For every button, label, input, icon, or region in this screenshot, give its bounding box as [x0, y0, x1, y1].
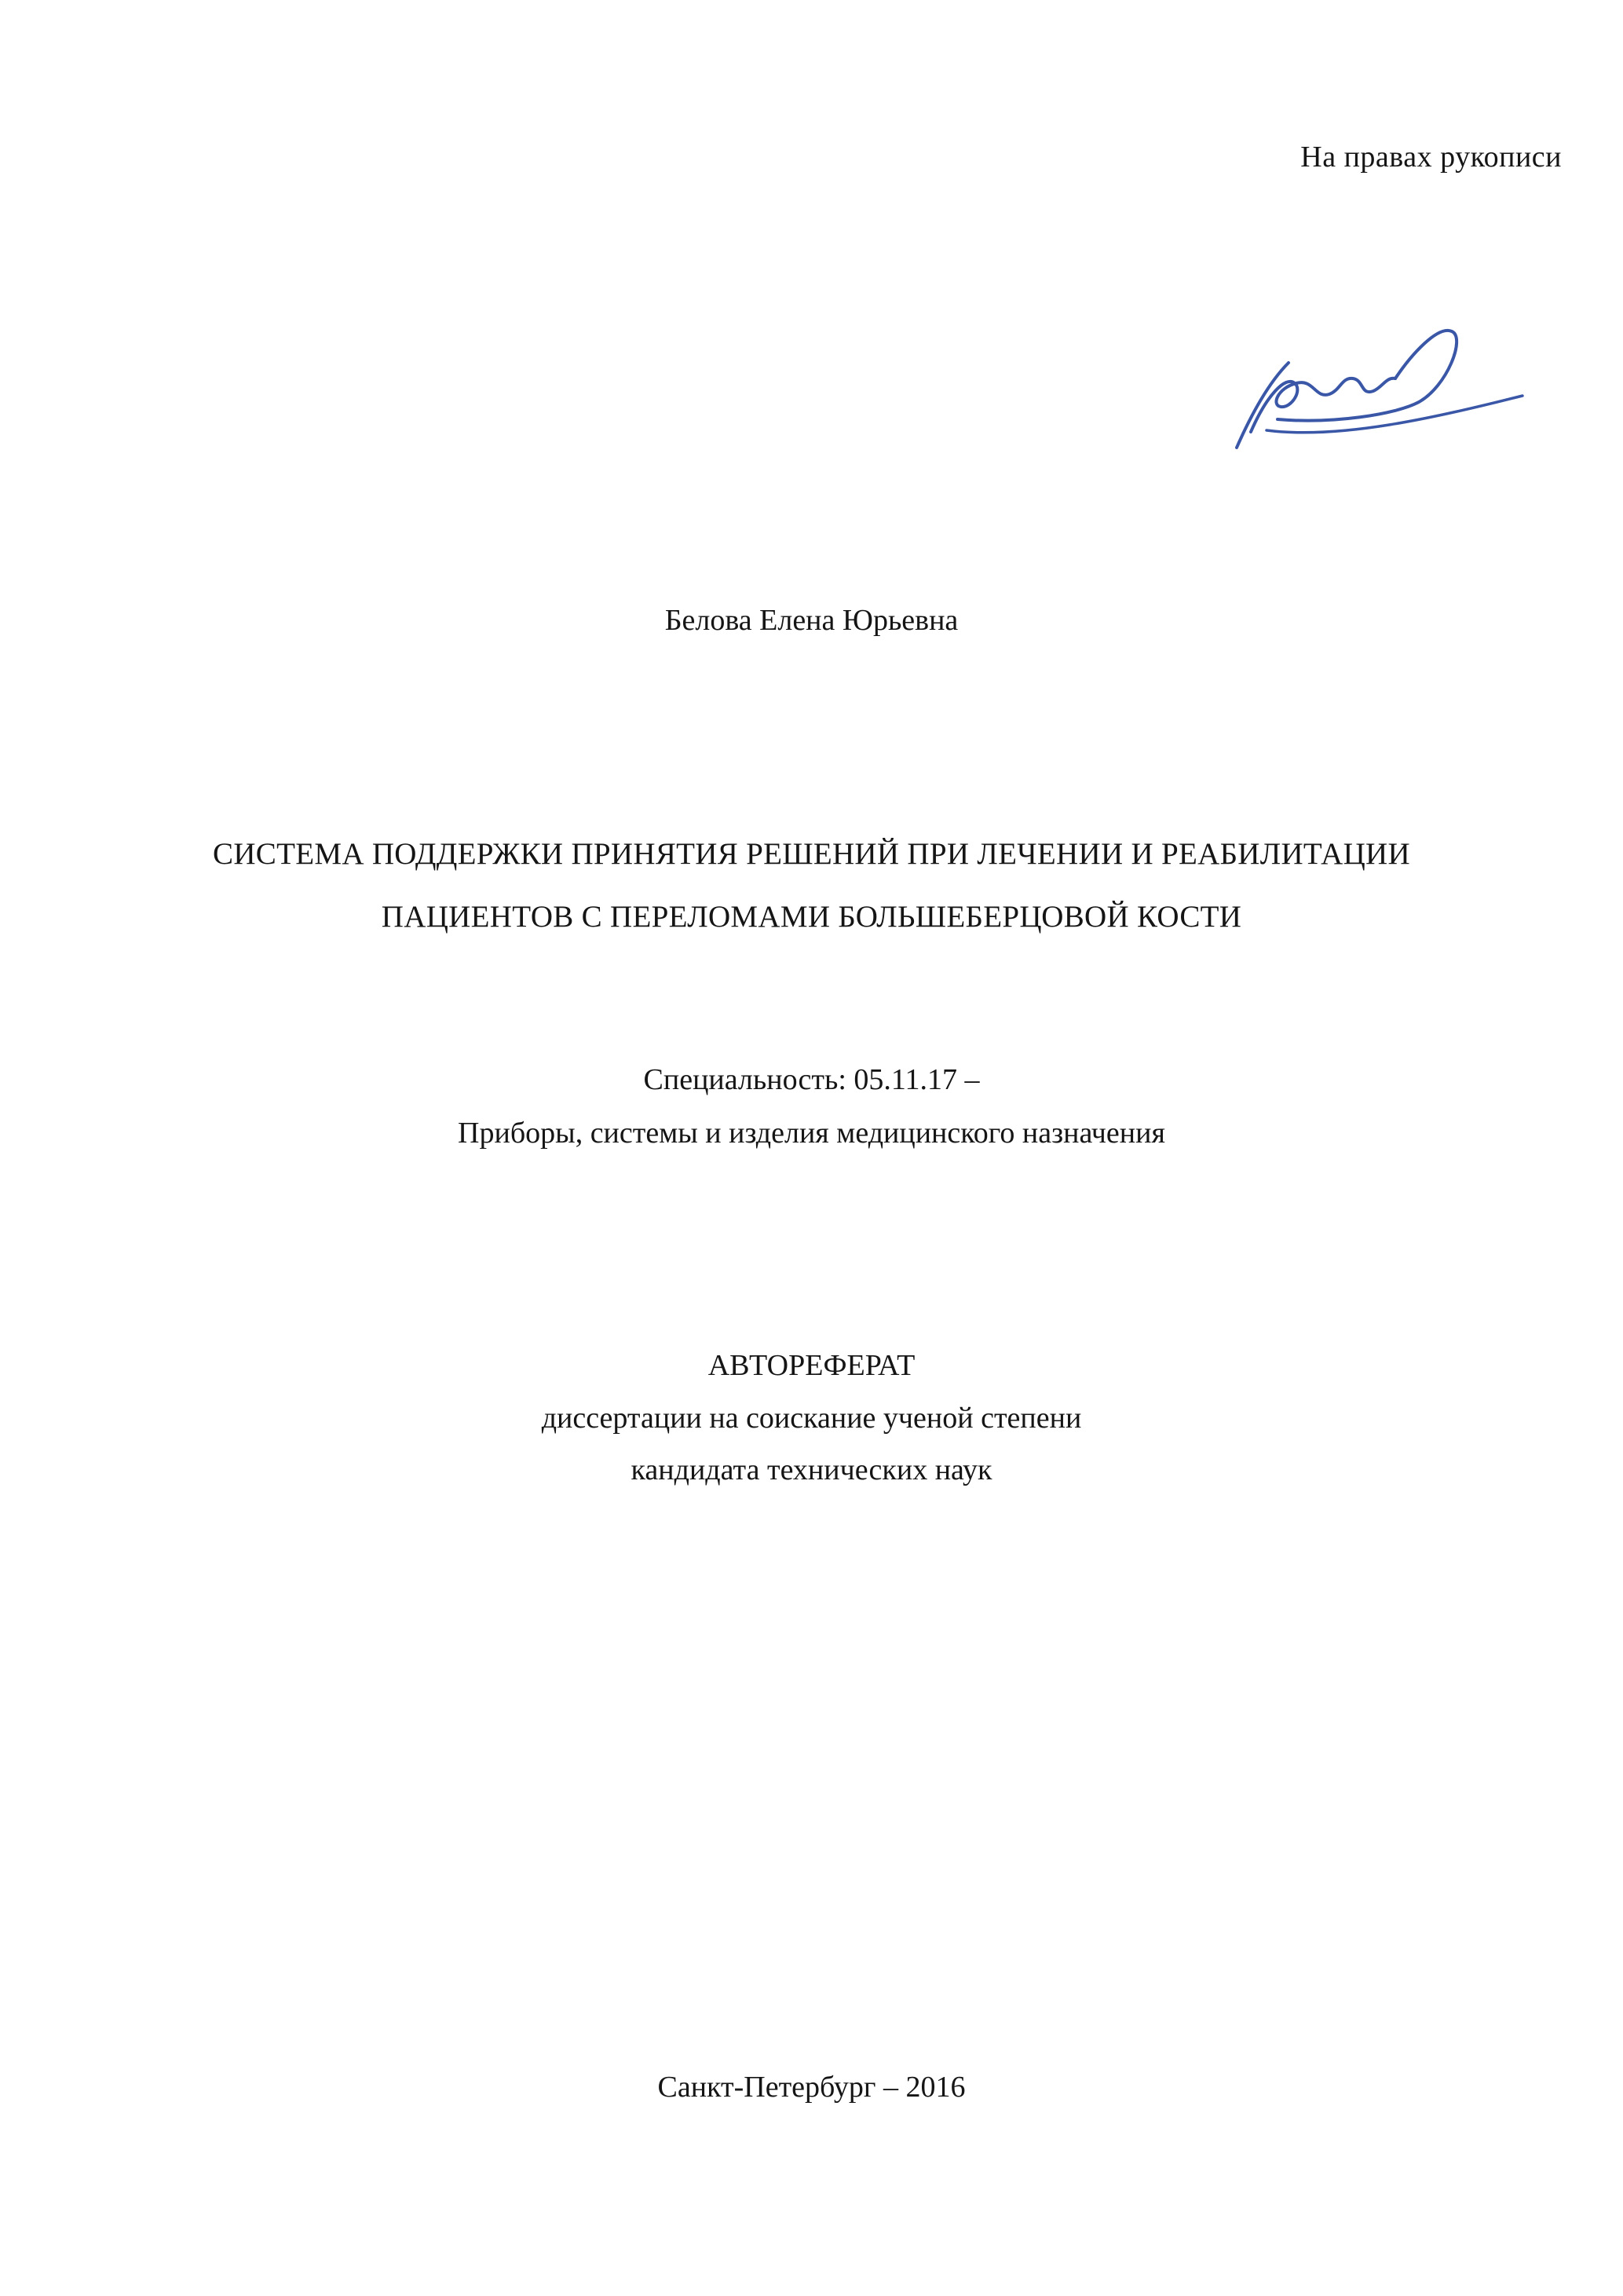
- abstract-block: [94, 1340, 1529, 1497]
- dissertation-title-line1: СИСТЕМА ПОДДЕРЖКИ ПРИНЯТИЯ РЕШЕНИЙ ПРИ ЛЕЧЕНИИ И РЕАБИЛИТАЦИИ: [213, 837, 1410, 871]
- dissertation-title-line2: ПАЦИЕНТОВ С ПЕРЕЛОМАМИ БОЛЬШЕБЕРЦОВОЙ КОСТИ: [381, 899, 1242, 934]
- specialty-code: Специальность: 05.11.17 –: [643, 1063, 980, 1096]
- manuscript-note: На правах рукописи: [1300, 141, 1562, 174]
- handwritten-signature: [1223, 314, 1537, 487]
- abstract-subtitle-line1: диссертации на соискание ученой степени: [541, 1401, 1082, 1435]
- abstract-subtitle-line2: кандидата технических наук: [631, 1453, 992, 1486]
- city-year: Санкт-Петербург – 2016: [657, 2071, 966, 2104]
- specialty-block: [94, 1054, 1529, 1160]
- author-name: Белова Елена Юрьевна: [664, 604, 959, 637]
- signature-icon: [1223, 314, 1537, 487]
- abstract-heading: АВТОРЕФЕРАТ: [707, 1349, 916, 1382]
- dissertation-title: [94, 823, 1529, 949]
- specialty-name: Приборы, системы и изделия медицинского назначения: [458, 1116, 1165, 1150]
